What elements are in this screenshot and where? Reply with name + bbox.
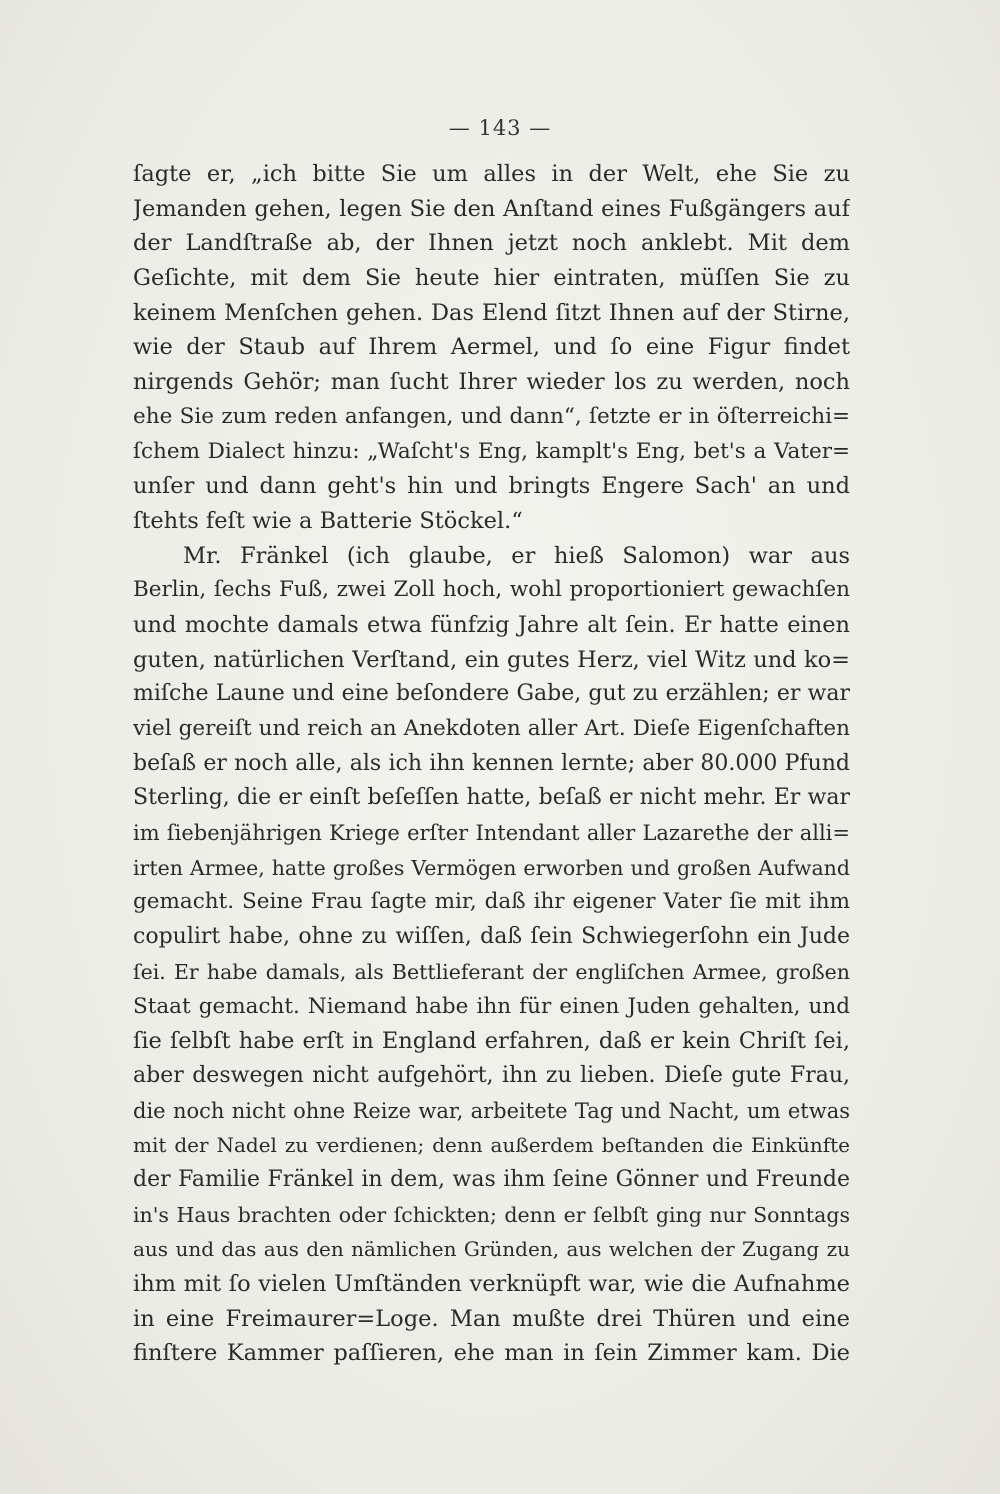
text-line: die noch nicht ohne Reize war, arbeitete Tag und Nacht, um etwas xyxy=(133,1098,850,1123)
text-line: Geſichte, mit dem Sie heute hier eintraten, müſſen Sie zu xyxy=(133,265,850,292)
text-line: und mochte damals etwa fünfzig Jahre alt ſein. Er hatte einen xyxy=(133,611,850,638)
text-line: Mr. Fränkel (ich glaube, er hieß Salomon) war aus xyxy=(183,542,850,569)
text-line: nirgends Gehör; man ſucht Ihrer wieder los zu werden, noch xyxy=(133,369,850,396)
text-line: ſtehts feſt wie a Batterie Stöckel.“ xyxy=(133,507,523,534)
text-line: copulirt habe, ohne zu wiſſen, daß ſein Schwiegerſohn ein Jude xyxy=(133,924,850,950)
text-line: ſei. Er habe damals, als Bettlieferant der engliſchen Armee, großen xyxy=(133,959,850,984)
body-text xyxy=(133,157,850,1371)
text-line: ehe Sie zum reden anfangen, und dann“, ſetzte er in öſterreichi= xyxy=(133,403,850,429)
text-line: miſche Laune und eine beſondere Gabe, gut zu erzählen; er war xyxy=(133,681,850,707)
text-line: wie der Staub auf Ihrem Aermel, und ſo eine Figur findet xyxy=(133,334,850,361)
text-line: im ſiebenjährigen Kriege erſter Intendant aller Lazarethe der alli= xyxy=(133,821,850,846)
text-line: Jemanden gehen, legen Sie den Anſtand eines Fußgängers auf xyxy=(133,195,850,222)
text-line: der Familie Fränkel in dem, was ihm ſeine Gönner und Freunde xyxy=(133,1166,850,1192)
text-line: Sterling, die er einſt beſeſſen hatte, beſaß er nicht mehr. Er war xyxy=(133,785,850,811)
text-line: ſchem Dialect hinzu: „Waſcht's Eng, kamplt's Eng, bet's a Vater= xyxy=(133,438,850,464)
text-line: guten, natürlichen Verſtand, ein gutes Herz, viel Witz und ko= xyxy=(133,646,850,673)
text-line: Berlin, ſechs Fuß, zwei Zoll hoch, wohl proportioniert gewachſen xyxy=(133,577,850,603)
text-line: aus und das aus den nämlichen Gründen, aus welchen der Zugang zu xyxy=(133,1237,850,1262)
text-line: beſaß er noch alle, als ich ihn kennen lernte; aber 80.000 Pfund xyxy=(133,750,850,776)
text-line: viel gereiſt und reich an Anekdoten aller Art. Dieſe Eigenſchaften xyxy=(133,716,850,741)
text-line: in's Haus brachten oder ſchickten; denn er ſelbſt ging nur Sonntags xyxy=(133,1202,850,1227)
text-line: finſtere Kammer paſſieren, ehe man in ſein Zimmer kam. Die xyxy=(133,1340,850,1367)
text-line: ſie ſelbſt habe erſt in England erfahren, daß er kein Chriſt ſei, xyxy=(133,1028,850,1055)
text-line: ſagte er, „ich bitte Sie um alles in der Welt, ehe Sie zu xyxy=(133,161,850,187)
text-line: der Landſtraße ab, der Ihnen jetzt noch anklebt. Mit dem xyxy=(133,230,850,257)
text-line: unſer und dann geht's hin und bringts Engere Sach' an und xyxy=(133,473,850,500)
page-number: — 143 — xyxy=(448,116,552,140)
text-line: aber deswegen nicht aufgehört, ihn zu lieben. Dieſe gute Frau, xyxy=(133,1062,850,1088)
text-line: keinem Menſchen gehen. Das Elend ſitzt Ihnen auf der Stirne, xyxy=(133,299,850,326)
text-line: gemacht. Seine Frau ſagte mir, daß ihr eigener Vater ſie mit ihm xyxy=(133,889,850,915)
text-line: Staat gemacht. Niemand habe ihn für einen Juden gehalten, und xyxy=(133,993,850,1019)
text-line: irten Armee, hatte großes Vermögen erworben und großen Aufwand xyxy=(133,855,850,880)
text-line: in eine Freimaurer=Loge. Man mußte drei Thüren und eine xyxy=(133,1305,850,1332)
text-line: ihm mit ſo vielen Umſtänden verknüpft war, wie die Aufnahme xyxy=(133,1271,850,1297)
text-line: mit der Nadel zu verdienen; denn außerdem beſtanden die Einkünfte xyxy=(133,1133,850,1158)
